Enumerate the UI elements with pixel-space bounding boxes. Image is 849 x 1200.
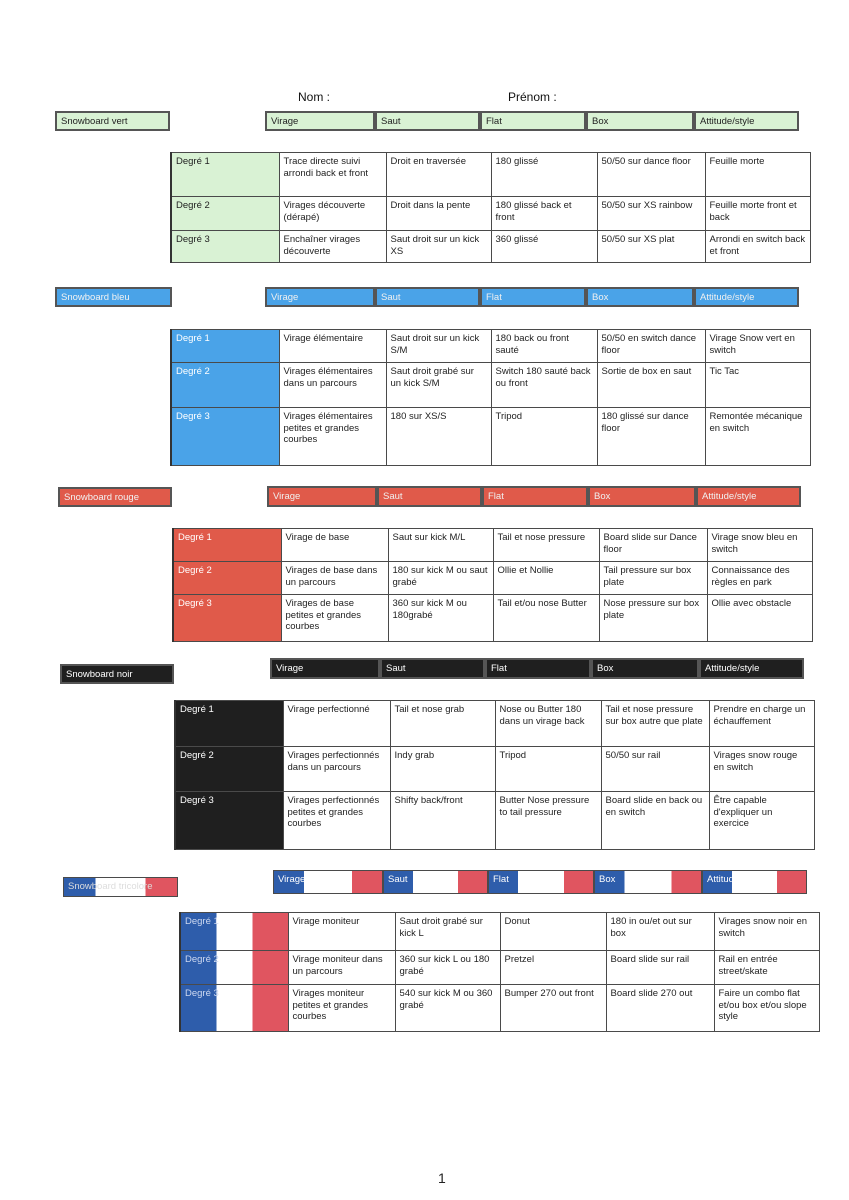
- skill-cell: Droit en traversée: [386, 153, 491, 197]
- skill-cell: Virage moniteur: [288, 913, 395, 951]
- skill-cell: Tail pressure sur box plate: [599, 562, 707, 595]
- skill-cell: Indy grab: [390, 747, 495, 792]
- skill-cell: 360 glissé: [491, 231, 597, 263]
- skill-cell: Virages perfectionnés dans un parcours: [283, 747, 390, 792]
- skill-cell: Virages snow rouge en switch: [709, 747, 814, 792]
- column-header: Attitude/style: [694, 287, 799, 307]
- level-table: [179, 912, 820, 1032]
- skill-cell: Ollie et Nollie: [493, 562, 599, 595]
- skill-cell: Virages snow noir en switch: [714, 913, 819, 951]
- column-header: Box: [586, 111, 694, 131]
- table-row: [175, 792, 814, 850]
- degree-cell: Degré 1: [171, 330, 279, 363]
- skill-cell: Virage de base: [281, 529, 388, 562]
- skill-cell: Virages de base dans un parcours: [281, 562, 388, 595]
- skill-cell: Rail en entrée street/skate: [714, 951, 819, 985]
- skill-cell: 50/50 sur dance floor: [597, 153, 705, 197]
- table-row: [173, 562, 812, 595]
- column-header: Box: [591, 658, 699, 679]
- skill-cell: 180 sur kick M ou saut grabé: [388, 562, 493, 595]
- column-header: Attitude/style: [699, 658, 804, 679]
- skill-cell: Sortie de box en saut: [597, 363, 705, 408]
- degree-cell: Degré 3: [180, 985, 288, 1032]
- column-header: Virage: [273, 870, 383, 894]
- skill-cell: 180 glissé sur dance floor: [597, 408, 705, 466]
- skill-cell: Board slide sur rail: [606, 951, 714, 985]
- skill-cell: Saut droit grabé sur un kick S/M: [386, 363, 491, 408]
- prenom-label: Prénom :: [508, 90, 557, 104]
- table-row: [180, 913, 819, 951]
- column-header: Saut: [375, 111, 480, 131]
- skill-cell: Virages élémentaires dans un parcours: [279, 363, 386, 408]
- skill-cell: Tic Tac: [705, 363, 810, 408]
- skill-cell: Tail et nose pressure: [493, 529, 599, 562]
- skill-cell: Tripod: [495, 747, 601, 792]
- skill-cell: Board slide 270 out: [606, 985, 714, 1032]
- skill-cell: 360 sur kick L ou 180 grabé: [395, 951, 500, 985]
- skill-cell: 540 sur kick M ou 360 grabé: [395, 985, 500, 1032]
- section-title: Snowboard noir: [60, 664, 174, 684]
- skill-cell: 180 in ou/et out sur box: [606, 913, 714, 951]
- skill-cell: Donut: [500, 913, 606, 951]
- table-row: [173, 595, 812, 642]
- skill-cell: 50/50 sur XS rainbow: [597, 197, 705, 231]
- page-number: 1: [438, 1170, 446, 1186]
- column-header: Saut: [383, 870, 488, 894]
- column-header: Virage: [265, 111, 375, 131]
- column-header: Virage: [265, 287, 375, 307]
- column-header: Flat: [488, 870, 594, 894]
- skill-cell: Virage snow bleu en switch: [707, 529, 812, 562]
- skill-cell: Switch 180 sauté back ou front: [491, 363, 597, 408]
- skill-cell: Nose ou Butter 180 dans un virage back: [495, 701, 601, 747]
- skill-cell: Trace directe suivi arrondi back et front: [279, 153, 386, 197]
- table-row: [171, 153, 810, 197]
- skill-cell: Virage moniteur dans un parcours: [288, 951, 395, 985]
- skill-cell: Connaissance des règles en park: [707, 562, 812, 595]
- skill-cell: Tail et nose pressure sur box autre que plate: [601, 701, 709, 747]
- section-title: Snowboard tricolore: [63, 877, 178, 897]
- table-row: [171, 408, 810, 466]
- column-header: Saut: [380, 658, 485, 679]
- section-title: Snowboard rouge: [58, 487, 172, 507]
- skill-cell: Feuille morte: [705, 153, 810, 197]
- degree-cell: Degré 3: [171, 408, 279, 466]
- skill-cell: Prendre en charge un échauffement: [709, 701, 814, 747]
- column-header: Flat: [480, 111, 586, 131]
- skill-cell: Arrondi en switch back et front: [705, 231, 810, 263]
- column-header: Virage: [267, 486, 377, 507]
- degree-cell: Degré 2: [171, 363, 279, 408]
- skill-cell: Tail et nose grab: [390, 701, 495, 747]
- degree-cell: Degré 3: [173, 595, 281, 642]
- level-table: [174, 700, 815, 850]
- table-row: [171, 363, 810, 408]
- skill-cell: Virages découverte (dérapé): [279, 197, 386, 231]
- skill-cell: Board slide sur Dance floor: [599, 529, 707, 562]
- degree-cell: Degré 1: [171, 153, 279, 197]
- column-header: Saut: [375, 287, 480, 307]
- column-header: Flat: [480, 287, 586, 307]
- skill-cell: Feuille morte front et back: [705, 197, 810, 231]
- section-title: Snowboard vert: [55, 111, 170, 131]
- table-row: [171, 231, 810, 263]
- skill-cell: Saut droit grabé sur kick L: [395, 913, 500, 951]
- table-row: [175, 701, 814, 747]
- level-table: [170, 152, 811, 263]
- skill-cell: 50/50 sur rail: [601, 747, 709, 792]
- column-header: Flat: [482, 486, 588, 507]
- table-row: [180, 951, 819, 985]
- skill-cell: Virage Snow vert en switch: [705, 330, 810, 363]
- skill-cell: 180 glissé: [491, 153, 597, 197]
- skill-cell: Ollie avec obstacle: [707, 595, 812, 642]
- skill-cell: Faire un combo flat et/ou box et/ou slope style: [714, 985, 819, 1032]
- degree-cell: Degré 3: [171, 231, 279, 263]
- skill-cell: Virages de base petites et grandes courbes: [281, 595, 388, 642]
- skill-cell: Nose pressure sur box plate: [599, 595, 707, 642]
- skill-cell: Enchaîner virages découverte: [279, 231, 386, 263]
- skill-cell: Butter Nose pressure to tail pressure: [495, 792, 601, 850]
- skill-cell: Tripod: [491, 408, 597, 466]
- level-table: [170, 329, 811, 466]
- skill-cell: Virages élémentaires petites et grandes courbes: [279, 408, 386, 466]
- degree-cell: Degré 3: [175, 792, 283, 850]
- skill-cell: Remontée mécanique en switch: [705, 408, 810, 466]
- skill-cell: Saut droit sur un kick S/M: [386, 330, 491, 363]
- table-row: [175, 747, 814, 792]
- column-header: Box: [594, 870, 702, 894]
- skill-cell: Board slide en back ou en switch: [601, 792, 709, 850]
- degree-cell: Degré 2: [180, 951, 288, 985]
- skill-cell: Tail et/ou nose Butter: [493, 595, 599, 642]
- degree-cell: Degré 1: [180, 913, 288, 951]
- section-title: Snowboard bleu: [55, 287, 172, 307]
- column-header: Box: [588, 486, 696, 507]
- column-header: Attitude/style: [696, 486, 801, 507]
- degree-cell: Degré 2: [171, 197, 279, 231]
- degree-cell: Degré 1: [175, 701, 283, 747]
- skill-cell: Virage perfectionné: [283, 701, 390, 747]
- skill-cell: Shifty back/front: [390, 792, 495, 850]
- skill-cell: Virages perfectionnés petites et grandes courbes: [283, 792, 390, 850]
- skill-cell: 180 back ou front sauté: [491, 330, 597, 363]
- skill-cell: Saut droit sur un kick XS: [386, 231, 491, 263]
- table-row: [171, 330, 810, 363]
- skill-cell: 360 sur kick M ou 180grabé: [388, 595, 493, 642]
- degree-cell: Degré 2: [175, 747, 283, 792]
- skill-cell: Saut sur kick M/L: [388, 529, 493, 562]
- skill-cell: 50/50 sur XS plat: [597, 231, 705, 263]
- level-table: [172, 528, 813, 642]
- column-header: Attitude/style: [702, 870, 807, 894]
- column-header: Flat: [485, 658, 591, 679]
- skill-cell: Bumper 270 out front: [500, 985, 606, 1032]
- skill-cell: Virages moniteur petites et grandes courbes: [288, 985, 395, 1032]
- table-row: [171, 197, 810, 231]
- degree-cell: Degré 2: [173, 562, 281, 595]
- skill-cell: Être capable d'expliquer un exercice: [709, 792, 814, 850]
- column-header: Attitude/style: [694, 111, 799, 131]
- skill-cell: 180 glissé back et front: [491, 197, 597, 231]
- skill-cell: Droit dans la pente: [386, 197, 491, 231]
- skill-cell: 50/50 en switch dance floor: [597, 330, 705, 363]
- skill-cell: 180 sur XS/S: [386, 408, 491, 466]
- column-header: Virage: [270, 658, 380, 679]
- column-header: Saut: [377, 486, 482, 507]
- column-header: Box: [586, 287, 694, 307]
- nom-label: Nom :: [298, 90, 331, 104]
- degree-cell: Degré 1: [173, 529, 281, 562]
- table-row: [173, 529, 812, 562]
- table-row: [180, 985, 819, 1032]
- skill-cell: Virage élémentaire: [279, 330, 386, 363]
- skill-cell: Pretzel: [500, 951, 606, 985]
